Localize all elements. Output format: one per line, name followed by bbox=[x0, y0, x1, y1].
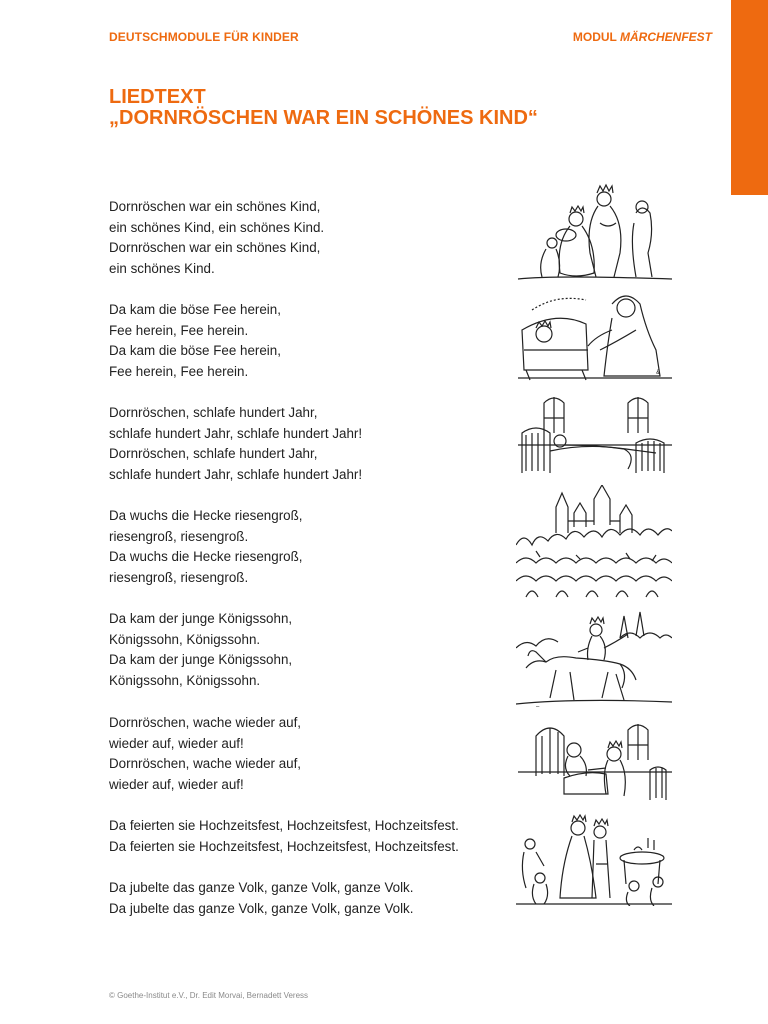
lyric-line: Königssohn, Königssohn. bbox=[109, 631, 261, 647]
orange-accent-bar bbox=[731, 0, 768, 195]
lyric-line: ein schönes Kind. bbox=[109, 261, 215, 277]
lyric-line: schlafe hundert Jahr, schlafe hundert Jahr! bbox=[109, 425, 363, 441]
stanza-4 bbox=[109, 506, 303, 589]
lyric-line: Da kam der junge Königssohn, bbox=[109, 652, 293, 668]
lyric-line: riesengroß, riesengroß. bbox=[109, 528, 249, 544]
lyric-line: Da feierten sie Hochzeitsfest, Hochzeitsfest, Hochzeitsfest. bbox=[109, 838, 459, 854]
sleeping-princess-illustration bbox=[516, 393, 672, 475]
lyric-line: wieder auf, wieder auf! bbox=[109, 777, 244, 793]
royal-family-illustration bbox=[516, 183, 672, 285]
lyric-line: Dornröschen, schlafe hundert Jahr, bbox=[109, 405, 318, 420]
lyric-line: Dornröschen war ein schönes Kind, bbox=[109, 240, 321, 256]
stanza-5 bbox=[109, 609, 292, 692]
header-module-title bbox=[573, 30, 712, 44]
header-series-title: DEUTSCHMODULE FÜR KINDER bbox=[109, 30, 299, 44]
wedding-feast-illustration bbox=[516, 814, 672, 906]
stanza-6 bbox=[109, 713, 301, 796]
lyric-line: riesengroß, riesengroß. bbox=[109, 570, 249, 586]
header-module-prefix: MODUL bbox=[572, 30, 620, 44]
stanza-7 bbox=[109, 816, 459, 857]
lyric-line: Fee herein, Fee herein. bbox=[109, 364, 249, 380]
prince-horse-illustration bbox=[516, 608, 672, 708]
lyric-line: Da wuchs die Hecke riesengroß, bbox=[109, 549, 303, 565]
header-module-name: MÄRCHENFEST bbox=[620, 30, 712, 44]
lyric-line: Da kam die böse Fee herein, bbox=[109, 302, 281, 317]
evil-fairy-illustration bbox=[516, 290, 672, 382]
castle-hedge-illustration bbox=[516, 485, 672, 599]
lyric-line: Da kam die böse Fee herein, bbox=[109, 343, 281, 359]
lyric-line: Dornröschen, wache wieder auf, bbox=[109, 756, 302, 772]
svg-text:&: & bbox=[656, 370, 661, 376]
lyric-line: Dornröschen, schlafe hundert Jahr, bbox=[109, 446, 318, 462]
lyric-line: Da jubelte das ganze Volk, ganze Volk, ganze Volk. bbox=[109, 900, 414, 916]
copyright-footer: © Goethe-Institut e.V., Dr. Edit Morvai, Bernadett Veress bbox=[109, 991, 309, 1000]
page-title bbox=[109, 87, 538, 129]
lyric-line: Dornröschen, wache wieder auf, bbox=[109, 715, 302, 730]
stanza-1 bbox=[109, 197, 324, 280]
stanza-2 bbox=[109, 300, 281, 383]
stanza-8 bbox=[109, 878, 413, 919]
title-line-1: LIEDTEXT bbox=[109, 86, 206, 108]
lyric-line: Da kam der junge Königssohn, bbox=[109, 611, 293, 626]
awakening-illustration bbox=[516, 720, 672, 802]
lyric-line: Da jubelte das ganze Volk, ganze Volk, ganze Volk. bbox=[109, 880, 414, 895]
lyric-line: Dornröschen war ein schönes Kind, bbox=[109, 199, 321, 214]
lyric-line: ein schönes Kind, ein schönes Kind. bbox=[109, 219, 325, 235]
lyric-line: Königssohn, Königssohn. bbox=[109, 673, 261, 689]
lyric-line: Da feierten sie Hochzeitsfest, Hochzeitsfest, Hochzeitsfest. bbox=[109, 818, 459, 833]
title-line-2: „DORNRÖSCHEN WAR EIN SCHÖNES KIND“ bbox=[109, 107, 538, 129]
lyric-line: schlafe hundert Jahr, schlafe hundert Jahr! bbox=[109, 467, 363, 483]
lyric-line: wieder auf, wieder auf! bbox=[109, 735, 244, 751]
lyric-line: Fee herein, Fee herein. bbox=[109, 322, 249, 338]
lyric-line: Da wuchs die Hecke riesengroß, bbox=[109, 508, 303, 523]
stanza-3 bbox=[109, 403, 362, 486]
svg-text:–: – bbox=[536, 704, 540, 708]
